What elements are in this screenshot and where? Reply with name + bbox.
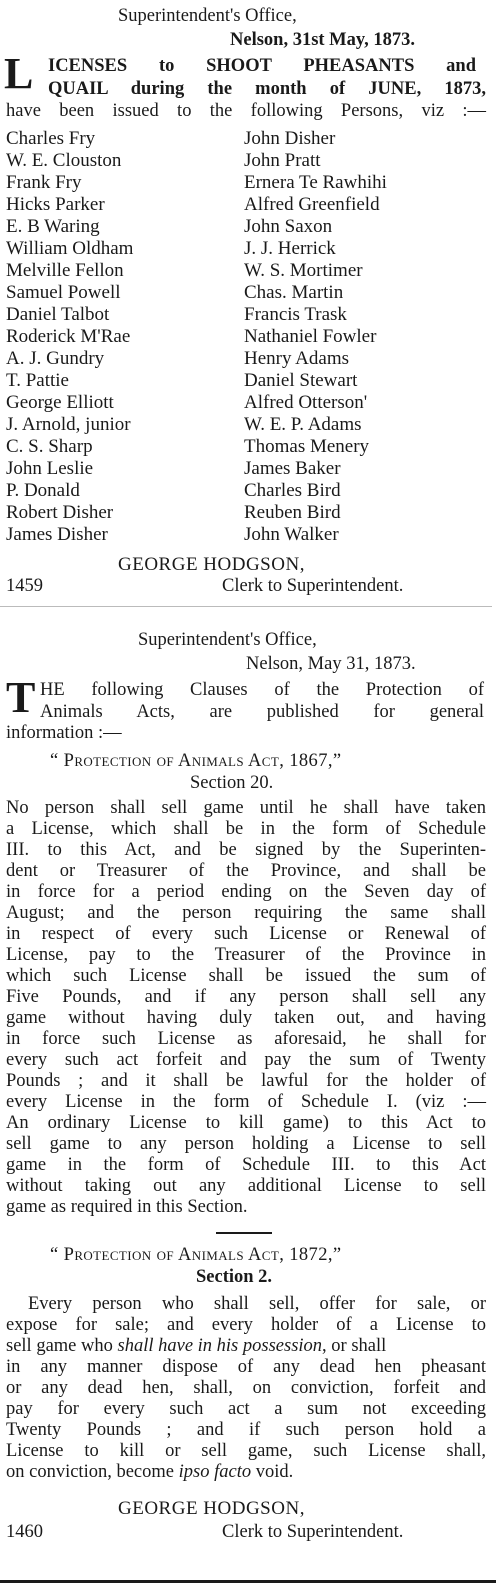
licensee-name: James Disher — [6, 524, 108, 545]
licensee-name: Daniel Talbot — [6, 304, 110, 325]
licensee-name: Charles Bird — [244, 480, 341, 501]
clause-line: License, pay to the Treasurer of the Province in — [6, 945, 486, 965]
licensee-name: W. E. P. Adams — [244, 414, 362, 435]
act-1867-heading: “ Protection of Animals Act, 1867,” — [50, 751, 342, 771]
clause-text: , or shall — [322, 1336, 387, 1356]
section-rule — [216, 1232, 272, 1234]
licensee-name: George Elliott — [6, 392, 114, 413]
clause-line — [6, 1462, 293, 1483]
clause-line: Five Pounds, and if any person shall sell any — [6, 987, 486, 1007]
clause-line: game in the form of Schedule III. to this Act — [6, 1155, 486, 1175]
licensee-name: Frank Fry — [6, 172, 82, 193]
clause-line: in force such License as aforesaid, he shall for — [6, 1029, 486, 1049]
licensee-name: Ernera Te Rawhihi — [244, 172, 387, 193]
clause-line: without taking out any additional License to sell — [6, 1176, 486, 1196]
clause-line: An ordinary License to kill game) to this Act to — [6, 1113, 486, 1133]
clause-line: or any dead hen, shall, on conviction, forfeit and — [6, 1378, 486, 1398]
licensee-name: John Disher — [244, 128, 336, 149]
licensee-name: Alfred Otterson' — [244, 392, 368, 413]
clause-line: License to kill or sell game, such License shall, — [6, 1441, 486, 1461]
licensee-name: Samuel Powell — [6, 282, 121, 303]
licensee-name: J. Arnold, junior — [6, 414, 131, 435]
licensee-name: Daniel Stewart — [244, 370, 358, 391]
licensee-name: John Pratt — [244, 150, 321, 171]
clause-italic: ipso facto — [178, 1462, 252, 1482]
licensee-name: W. E. Clouston — [6, 150, 122, 171]
licensee-name: John Saxon — [244, 216, 333, 237]
clause-line: in force for a period ending on the Seven day of — [6, 882, 486, 902]
place-date: Nelson, 31st May, 1873. — [230, 30, 415, 50]
clause-line: pay for every such act a sum not exceeding — [6, 1399, 486, 1419]
clause-line: in respect of every such License or Renewal of — [6, 924, 486, 944]
act-1872-section: Section 2. — [196, 1267, 273, 1287]
clause-line: a License, which shall be in the form of Schedule — [6, 819, 486, 839]
licensee-name: Charles Fry — [6, 128, 96, 149]
clause-line: in any manner dispose of any dead hen pheasant — [6, 1357, 486, 1377]
licensee-name: P. Donald — [6, 480, 80, 501]
licensee-name: Nathaniel Fowler — [244, 326, 377, 347]
intro-line-2: Animals Acts, are published for general — [40, 702, 484, 722]
notice-number: 1459 — [6, 576, 43, 596]
signatory-title: Clerk to Superintendent. — [222, 576, 404, 596]
licensee-name: Roderick M'Rae — [6, 326, 131, 347]
intro-line-1: HE following Clauses of the Protection of — [40, 680, 484, 700]
clause-line: which such License shall be issued the sum of — [6, 966, 486, 986]
office-heading: Superintendent's Office, — [138, 630, 317, 650]
licensee-name: Hicks Parker — [6, 194, 105, 215]
clause-line: Every person who shall sell, offer for sale, or — [28, 1294, 486, 1314]
clause-text: void. — [251, 1462, 294, 1482]
licensee-name: W. S. Mortimer — [244, 260, 363, 281]
clause-line: Twenty Pounds ; and if such person hold a — [6, 1420, 486, 1440]
licensee-name: John Leslie — [6, 458, 94, 479]
licensee-name: Francis Trask — [244, 304, 347, 325]
notice-divider — [0, 606, 492, 607]
clause-line: game without having duly taken out, and having — [6, 1008, 486, 1028]
clause-line: Pounds ; and it shall be lawful for the holder of — [6, 1071, 486, 1091]
clause-line: every License in the form of Schedule I. (viz :— — [6, 1092, 486, 1112]
act-1872-heading: “ Protection of Animals Act, 1872,” — [50, 1245, 342, 1265]
clause-line: game as required in this Section. — [6, 1197, 248, 1217]
clause-italic: shall have in his possession — [117, 1336, 323, 1356]
licensee-name: E. B Waring — [6, 216, 100, 237]
intro-line-3: information :— — [6, 723, 122, 743]
clause-line — [6, 1336, 486, 1357]
clause-line: III. to this Act, and be signed by the Superinten- — [6, 840, 486, 860]
licensee-name: T. Pattie — [6, 370, 69, 391]
clause-line: No person shall sell game until he shall have taken — [6, 798, 486, 818]
licensee-name: C. S. Sharp — [6, 436, 93, 457]
clause-line: August; and the person requiring the same shall — [6, 903, 486, 923]
licensee-name: J. J. Herrick — [244, 238, 336, 259]
licensee-name: Chas. Martin — [244, 282, 344, 303]
licensee-name: Henry Adams — [244, 348, 350, 369]
office-heading: Superintendent's Office, — [118, 6, 297, 26]
clause-text: sell game who — [6, 1336, 118, 1356]
licensee-name: John Walker — [244, 524, 339, 545]
notice-number: 1460 — [6, 1522, 43, 1542]
licensee-name: A. J. Gundry — [6, 348, 105, 369]
clause-text: on conviction, become — [6, 1462, 179, 1482]
licensee-name: James Baker — [244, 458, 341, 479]
licensee-name: Reuben Bird — [244, 502, 341, 523]
intro-line-2: QUAIL during the month of JUNE, 1873, — [48, 79, 486, 99]
intro-line-1: ICENSES to SHOOT PHEASANTS and — [48, 56, 476, 76]
signatory-name: GEORGE HODGSON, — [118, 1498, 305, 1519]
signatory-name: GEORGE HODGSON, — [118, 554, 305, 575]
drop-cap: L — [4, 49, 34, 98]
licensee-name: Thomas Menery — [244, 436, 370, 457]
clause-line: sell game to any person holding a License to sell — [6, 1134, 486, 1154]
clause-line: every such act forfeit and pay the sum of Twenty — [6, 1050, 486, 1070]
licensee-name: Alfred Greenfield — [244, 194, 380, 215]
licensee-name: Melville Fellon — [6, 260, 124, 281]
place-date: Nelson, May 31, 1873. — [246, 654, 416, 674]
intro-line-3: have been issued to the following Persons, viz :— — [6, 101, 486, 121]
act-1867-section: Section 20. — [190, 773, 274, 793]
drop-cap: T — [6, 673, 36, 722]
clause-line: expose for sale; and every holder of a License to — [6, 1315, 486, 1335]
licensee-name: Robert Disher — [6, 502, 114, 523]
page-bottom-rule — [0, 1580, 496, 1583]
signatory-title: Clerk to Superintendent. — [222, 1522, 404, 1542]
clause-line: dent or Treasurer of the Province, and shall be — [6, 861, 486, 881]
licensee-name: William Oldham — [6, 238, 134, 259]
